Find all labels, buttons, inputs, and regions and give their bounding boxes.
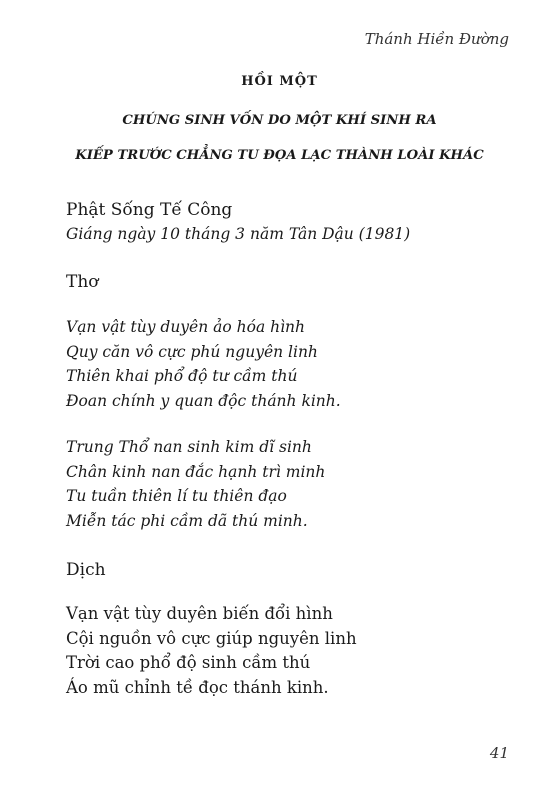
poem-line: Đoan chính y quan độc thánh kinh. — [66, 391, 341, 410]
page-number: 41 — [489, 744, 509, 762]
poem-line: Vạn vật tùy duyên ảo hóa hình — [66, 318, 306, 336]
poem-line: Quy căn vô cực phú nguyên linh — [66, 342, 318, 361]
poem-line: Chân kinh nan đắc hạnh trì minh — [66, 462, 326, 481]
translation-line: Vạn vật tùy duyên biến đổi hình — [66, 604, 333, 623]
author-line: Phật Sống Tế Công — [66, 200, 233, 220]
poem-line: Trung Thổ nan sinh kim dĩ sinh — [66, 438, 312, 456]
poem-line: Thiên khai phổ độ tư cầm thú — [66, 367, 298, 385]
running-header: Thánh Hiền Đường — [364, 30, 509, 48]
poem-stanza-2 — [66, 435, 325, 533]
translation-line: Cội nguồn vô cực giúp nguyên linh — [66, 628, 357, 648]
poem-stanza-1 — [66, 315, 341, 413]
translation-line: Áo mũ chỉnh tề đọc thánh kinh. — [66, 677, 329, 697]
translation-line: Trời cao phổ độ sinh cầm thú — [66, 653, 311, 672]
translation-stanza — [66, 602, 357, 700]
poem-line: Miễn tác phi cầm dã thú minh. — [66, 511, 308, 530]
chapter-subtitle-2: KIẾP TRƯỚC CHẲNG TU ĐỌA LẠC THÀNH LOÀI KHÁC — [75, 148, 484, 163]
poem-line: Tu tuần thiên lí tu thiên đạo — [66, 487, 287, 505]
chapter-title: HỒI MỘT — [241, 74, 318, 89]
date-line: Giáng ngày 10 tháng 3 năm Tân Dậu (1981) — [66, 225, 411, 243]
chapter-subtitle-1: CHÚNG SINH VỐN DO MỘT KHÍ SINH RA — [122, 113, 437, 128]
poem-heading: Thơ — [66, 272, 99, 292]
translation-heading: Dịch — [66, 560, 106, 580]
